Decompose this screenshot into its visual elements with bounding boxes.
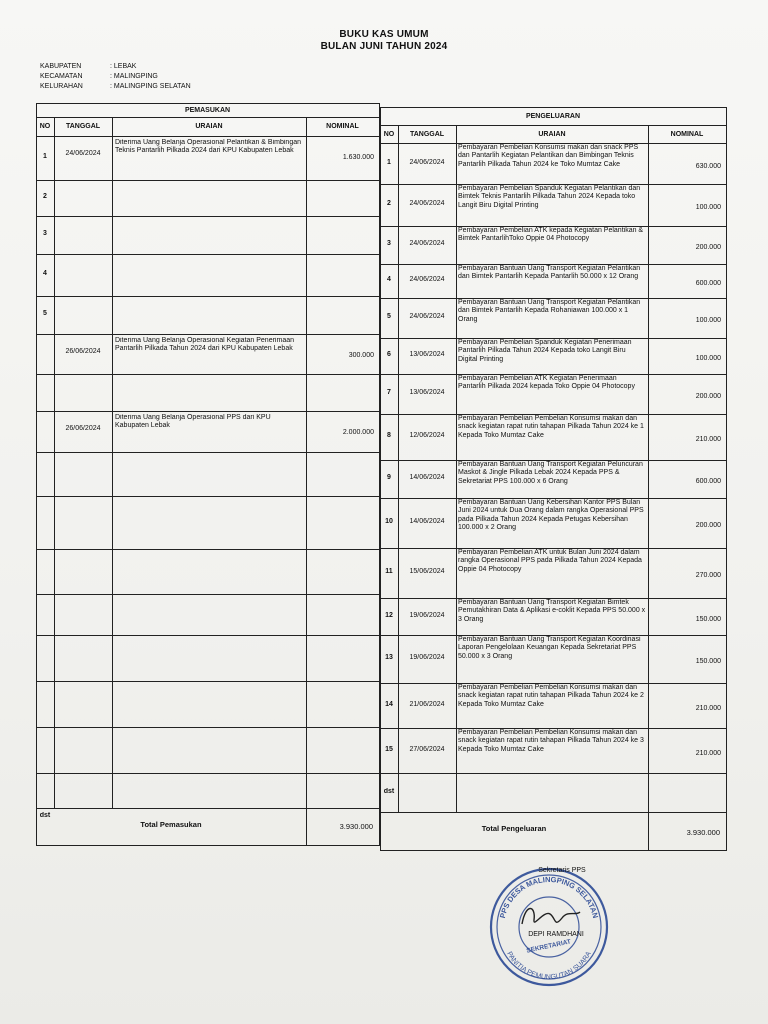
table-border	[36, 845, 379, 846]
row-tanggal: 24/06/2024	[409, 313, 445, 320]
row-uraian: Diterima Uang Belanja Operasional Kegiatan Penerimaan Pantarlih Pilkada Tahun 2024 dari KPU Kabupaten Lebak	[115, 337, 294, 353]
stamp-center-text: SEKRETARIAT	[525, 938, 572, 955]
row-uraian	[115, 499, 303, 548]
row-nominal	[309, 198, 374, 208]
col-line	[726, 107, 727, 851]
row-uraian	[115, 377, 303, 410]
row-tanggal	[55, 649, 111, 659]
row-uraian: Pembayaran Pembelian ATK Kegiatan Penerimaan Pantarlih Pilkada 2024 kepada Toko Oppie 04 Photocopy	[458, 375, 635, 391]
col-line	[112, 117, 113, 808]
row-no: 13	[385, 654, 393, 661]
row-uraian: Pembayaran Pembelian Spanduk Kegiatan Penerimaan Pantarlih Pilkada Tahun 2024 Kepada toko Langit Biru Digital Printing	[458, 339, 632, 363]
total-pengeluaran-label: Total Pengeluaran	[481, 824, 547, 833]
row-nominal: 210.000	[695, 704, 721, 712]
row-line	[36, 773, 379, 774]
row-no: 8	[387, 432, 391, 439]
row-nominal	[309, 470, 374, 480]
row-line	[36, 452, 379, 453]
row-uraian: Diterima Uang Belanja Operasional PPS dari KPU Kabupaten Lebak	[115, 414, 271, 430]
row-uraian	[115, 776, 303, 807]
row-tanggal	[55, 194, 111, 204]
row-no: 10	[385, 518, 393, 525]
col-line	[648, 812, 649, 850]
row-no: 12	[385, 611, 393, 619]
row-nominal: 270.000	[695, 572, 721, 579]
col-header-no: NO	[383, 130, 395, 138]
row-no	[37, 699, 53, 709]
row-nominal	[309, 314, 374, 324]
row-nominal: 150.000	[695, 615, 721, 623]
signature-name: DEPI RAMDHANI	[528, 931, 584, 938]
row-no: 6	[387, 351, 391, 358]
row-nominal	[309, 699, 374, 709]
row-uraian	[115, 183, 303, 215]
row-nominal: 630.000	[695, 162, 721, 170]
row-no: 1	[43, 153, 47, 160]
row-no	[37, 518, 53, 528]
row-tanggal	[55, 466, 111, 476]
row-no: 4	[387, 276, 391, 283]
row-no	[37, 349, 53, 359]
row-no: dst	[383, 787, 395, 795]
row-line	[36, 254, 379, 255]
row-nominal	[309, 567, 374, 577]
row-uraian: Pembayaran Pembelian Pembelian Konsumsi makan dan snack kegiatan rapat rutin tahapan Pilkada Tahun 2024 ke 3 Kepada Toko Mumtaz Cake	[458, 729, 644, 753]
row-line	[36, 334, 379, 335]
row-tanggal: 14/06/2024	[409, 518, 445, 525]
row-uraian: Pembayaran Pembelian Pembelian Konsumsi makan dan snack kegiatan rapat rutin tahapan Pilkada Tahun 2024 ke 1 Kepada Toko Mumtaz Cake	[458, 415, 644, 439]
meta-value: : MALINGPING	[110, 73, 158, 80]
row-uraian: Pembayaran Pembelian ATK untuk Bulan Juni 2024 dalam rangka Operasional PPS pada Pilkada Tahun 2024 Kepada Oppie 04 Photocopy	[458, 549, 642, 573]
row-nominal	[309, 612, 374, 622]
row-nominal	[309, 272, 374, 282]
row-tanggal: 24/06/2024	[409, 158, 445, 166]
row-nominal: 100.000	[695, 355, 721, 362]
row-line	[36, 635, 379, 636]
row-line	[36, 594, 379, 595]
total-pengeluaran-value: 3.930.000	[686, 828, 720, 837]
row-line	[36, 374, 379, 375]
row-tanggal: 12/06/2024	[409, 432, 445, 439]
row-tanggal: 19/06/2024	[409, 611, 445, 619]
col-header-nominal: NOMINAL	[326, 123, 359, 130]
row-no	[37, 567, 53, 577]
row-no	[37, 745, 53, 755]
meta-label: KECAMATAN	[40, 73, 83, 80]
row-uraian	[115, 638, 303, 680]
row-uraian	[115, 257, 303, 295]
total-pemasukan-value: 3.930.000	[339, 822, 373, 831]
row-no	[37, 427, 53, 437]
meta-value: : LEBAK	[110, 63, 137, 70]
meta-label: KELURAHAN	[40, 83, 83, 90]
row-uraian	[458, 774, 646, 811]
signature-role: Sekretaris PPS	[538, 867, 586, 874]
row-tanggal	[55, 563, 111, 573]
row-uraian	[115, 552, 303, 593]
total-pemasukan-label: Total Pemasukan	[140, 820, 202, 829]
col-header-uraian: URAIAN	[195, 123, 223, 130]
row-tanggal	[399, 788, 455, 798]
row-nominal: 210.000	[695, 436, 721, 443]
row-no	[37, 469, 53, 479]
row-uraian: Pembayaran Bantuan Uang Transport Kegiatan Pelantikan dan Bimtek Pantarlih Kepada Rohaniawan 100.000 x 1 Orang	[458, 299, 641, 323]
row-uraian: Pembayaran Bantuan Uang Transport Kegiatan Pelantikan dan Bimtek Pantarlih Kepada Pantarlih 50.000 x 12 Orang	[458, 265, 641, 281]
row-uraian: Pembayaran Pembelian ATK kepada Kegiatan Pelantikan & Bimtek PantarlihToko Oppie 04 Photocopy	[458, 227, 644, 243]
row-tanggal	[55, 230, 111, 240]
row-nominal: 210.000	[695, 749, 721, 757]
document-subtitle: BULAN JUNI TAHUN 2024	[320, 41, 448, 52]
row-nominal: 600.000	[695, 478, 721, 485]
row-tanggal	[55, 695, 111, 705]
row-line	[36, 411, 379, 412]
row-tanggal: 24/06/2024	[409, 240, 445, 247]
row-line	[36, 216, 379, 217]
col-header-no: NO	[39, 123, 51, 130]
row-tanggal: 24/06/2024	[65, 150, 101, 157]
handwritten-signature	[522, 909, 580, 925]
col-line	[306, 117, 307, 808]
row-tanggal	[55, 268, 111, 278]
row-tanggal: 24/06/2024	[409, 200, 445, 207]
row-no: 7	[387, 389, 391, 396]
row-uraian: Pembayaran Bantuan Uang Kebersihan Kantor PPS Bulan Juni 2024 untuk Dua Orang dalam rangka Operasional PPS pada Pilkada Tahun 2024 Kepada Petugas Kebersihan 100.000 x 2 Orang	[458, 499, 644, 532]
row-tanggal: 24/06/2024	[409, 276, 445, 283]
row-uraian	[115, 730, 303, 772]
col-line	[648, 125, 649, 812]
row-tanggal	[55, 787, 111, 797]
row-no: 9	[387, 474, 391, 481]
row-line	[36, 180, 379, 181]
row-tanggal: 21/06/2024	[409, 700, 445, 708]
row-line	[380, 812, 726, 813]
pemasukan-header: PEMASUKAN	[184, 106, 231, 114]
row-line	[36, 549, 379, 550]
row-uraian	[115, 219, 303, 253]
row-nominal	[309, 234, 374, 244]
row-uraian: Pembayaran Pembelian Pembelian Konsumsi makan dan snack kegiatan rapat rutin tahapan Pilkada Tahun 2024 ke 2 Kepada Toko Mumtaz Cake	[458, 684, 644, 708]
row-tanggal: 15/06/2024	[409, 568, 445, 575]
col-header-nominal: NOMINAL	[670, 130, 704, 138]
row-nominal: 200.000	[695, 522, 721, 529]
row-no	[37, 786, 53, 796]
row-line	[36, 296, 379, 297]
row-tanggal	[55, 388, 111, 398]
row-uraian: Pembayaran Pembelian Konsumsi makan dan snack PPS dan Pantarlih Kegiatan Pelantikan dan Bimbingan Teknis Pantarlih Pilkada Tahun 2024 ke Toko Mumtaz Cake	[458, 144, 639, 168]
row-nominal: 100.000	[695, 204, 721, 211]
row-uraian: Diterima Uang Belanja Operasional Pelantikan & Bimbingan Teknis Pantarlih Pilkada 2024 dari KPU Kabupaten Lebak	[115, 139, 301, 155]
row-no: 5	[43, 310, 47, 317]
row-no	[37, 388, 53, 398]
stamp-top-text: PPS DESA MALINGPING SELATAN	[497, 874, 601, 920]
row-no	[37, 610, 53, 620]
row-tanggal: 26/06/2024	[65, 348, 101, 355]
row-line	[36, 681, 379, 682]
row-no: 3	[387, 240, 391, 247]
row-no: 5	[387, 313, 391, 320]
row-nominal	[651, 792, 721, 802]
row-tanggal: 26/06/2024	[65, 425, 101, 432]
pengeluaran-header: PENGELUARAN	[525, 112, 581, 120]
row-tanggal	[55, 310, 111, 320]
row-uraian: Pembayaran Bantuan Uang Transport Kegiatan Koordinasi Laporan Pengelolaan Keuangan Kepada Sekretariat PPS 50.000 x 3 Orang	[458, 636, 641, 660]
row-no: 15	[385, 745, 393, 753]
table-border	[380, 850, 726, 851]
row-no: 4	[43, 270, 47, 277]
col-line	[306, 808, 307, 845]
row-nominal	[309, 745, 374, 755]
row-nominal	[309, 653, 374, 663]
row-nominal: 300.000	[348, 352, 374, 359]
meta-label: KABUPATEN	[40, 63, 82, 70]
document-title: BUKU KAS UMUM	[339, 29, 429, 40]
row-nominal	[309, 392, 374, 402]
row-tanggal: 14/06/2024	[409, 474, 445, 481]
row-tanggal	[55, 510, 111, 520]
col-header-tanggal: TANGGAL	[65, 123, 101, 130]
row-no: dst	[39, 812, 51, 819]
col-header-tanggal: TANGGAL	[409, 130, 445, 138]
row-uraian: Pembayaran Bantuan Uang Transport Kegiatan Bimtek Pemutakhiran Data & Aplikasi e-coklit Kepada PPS 50.000 x 3 Orang	[458, 599, 646, 623]
row-tanggal	[55, 741, 111, 751]
row-nominal: 200.000	[695, 393, 721, 400]
row-no	[37, 653, 53, 663]
row-uraian	[115, 299, 303, 333]
row-uraian: Pembayaran Bantuan Uang Transport Kegiatan Peluncuran Maskot & Jingle Pilkada Lebak 2024 Kepada PPS & Sekretariat PPS 100.000 x 6 Orang	[458, 461, 643, 485]
meta-value: : MALINGPING SELATAN	[110, 83, 191, 90]
col-header-uraian: URAIAN	[538, 130, 566, 138]
row-no: 1	[387, 158, 391, 166]
col-line	[456, 125, 457, 812]
row-line	[36, 496, 379, 497]
row-no: 3	[43, 230, 47, 237]
row-no: 14	[385, 700, 393, 708]
row-line	[36, 808, 379, 809]
row-tanggal: 19/06/2024	[409, 654, 445, 661]
row-uraian	[115, 597, 303, 634]
row-nominal: 600.000	[695, 280, 721, 287]
row-tanggal: 13/06/2024	[409, 351, 445, 358]
stamp-bottom-text: PANITIA PEMUNGUTAN SUARA	[505, 950, 593, 982]
row-nominal: 200.000	[695, 244, 721, 251]
row-line	[36, 136, 379, 137]
row-nominal: 2.000.000	[342, 429, 374, 436]
row-line	[36, 727, 379, 728]
official-stamp	[484, 862, 614, 992]
row-tanggal	[55, 608, 111, 618]
row-nominal	[309, 791, 374, 801]
row-nominal	[309, 514, 374, 524]
row-nominal: 100.000	[695, 317, 721, 324]
row-tanggal: 27/06/2024	[409, 745, 445, 753]
row-nominal: 1.630.000	[342, 154, 374, 161]
row-nominal: 150.000	[695, 658, 721, 665]
row-uraian: Pembayaran Pembelian Spanduk Kegiatan Pelantikan dan Bimtek Teknis Pantarlih Pilkada Tahun 2024 Kepada toko Langit Biru Digital Printing	[458, 185, 641, 209]
row-no: 11	[385, 568, 393, 575]
row-no: 2	[387, 200, 391, 207]
row-no: 2	[43, 193, 47, 200]
row-tanggal: 13/06/2024	[409, 389, 445, 396]
row-uraian	[115, 684, 303, 726]
row-uraian	[115, 455, 303, 495]
